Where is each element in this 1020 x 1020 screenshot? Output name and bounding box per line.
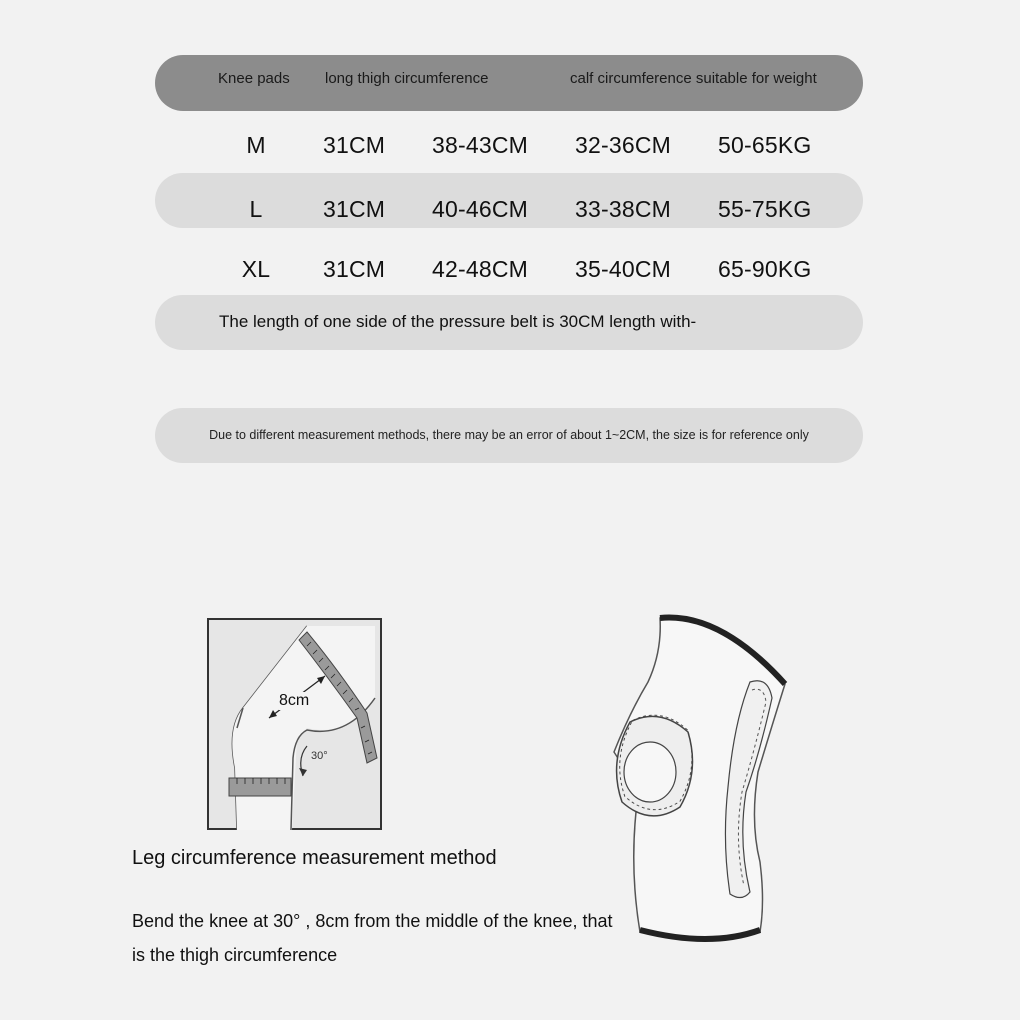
table-cell: 55-75KG: [718, 196, 812, 222]
table-cell: 31CM: [323, 256, 386, 282]
table-cell: 31CM: [323, 132, 386, 158]
size-label: XL: [241, 256, 271, 282]
table-cell: 31CM: [323, 196, 386, 222]
leg-measurement-illustration: [207, 618, 382, 830]
measurement-method-description: [132, 904, 732, 972]
table-cell: 33-38CM: [575, 196, 671, 222]
header-knee-pads: Knee pads: [218, 70, 290, 87]
table-cell: 50-65KG: [718, 132, 812, 158]
table-cell: 40-46CM: [432, 196, 528, 222]
header-calf-weight: calf circumference suitable for weight: [570, 70, 817, 87]
table-cell: 32-36CM: [575, 132, 671, 158]
size-label: L: [249, 196, 263, 222]
knee-brace-illustration: [600, 612, 800, 947]
size-label: M: [246, 132, 266, 158]
measurement-error-note: Due to different measurement methods, there may be an error of about 1~2CM, the size is for reference only: [209, 428, 809, 442]
distance-label: 8cm: [279, 692, 310, 709]
table-cell: 35-40CM: [575, 256, 671, 282]
measurement-method-title: Leg circumference measurement method: [132, 847, 497, 869]
header-thigh-circumference: long thigh circumference: [325, 70, 489, 87]
pressure-belt-note: The length of one side of the pressure belt is 30CM length with-: [219, 312, 697, 331]
table-cell: 38-43CM: [432, 132, 528, 158]
angle-label: 30°: [311, 750, 328, 762]
description-line-1: Bend the knee at 30° , 8cm from the middle of the knee, that: [132, 911, 613, 931]
table-cell: 65-90KG: [718, 256, 812, 282]
table-cell: 42-48CM: [432, 256, 528, 282]
description-line-2: is the thigh circumference: [132, 945, 338, 965]
